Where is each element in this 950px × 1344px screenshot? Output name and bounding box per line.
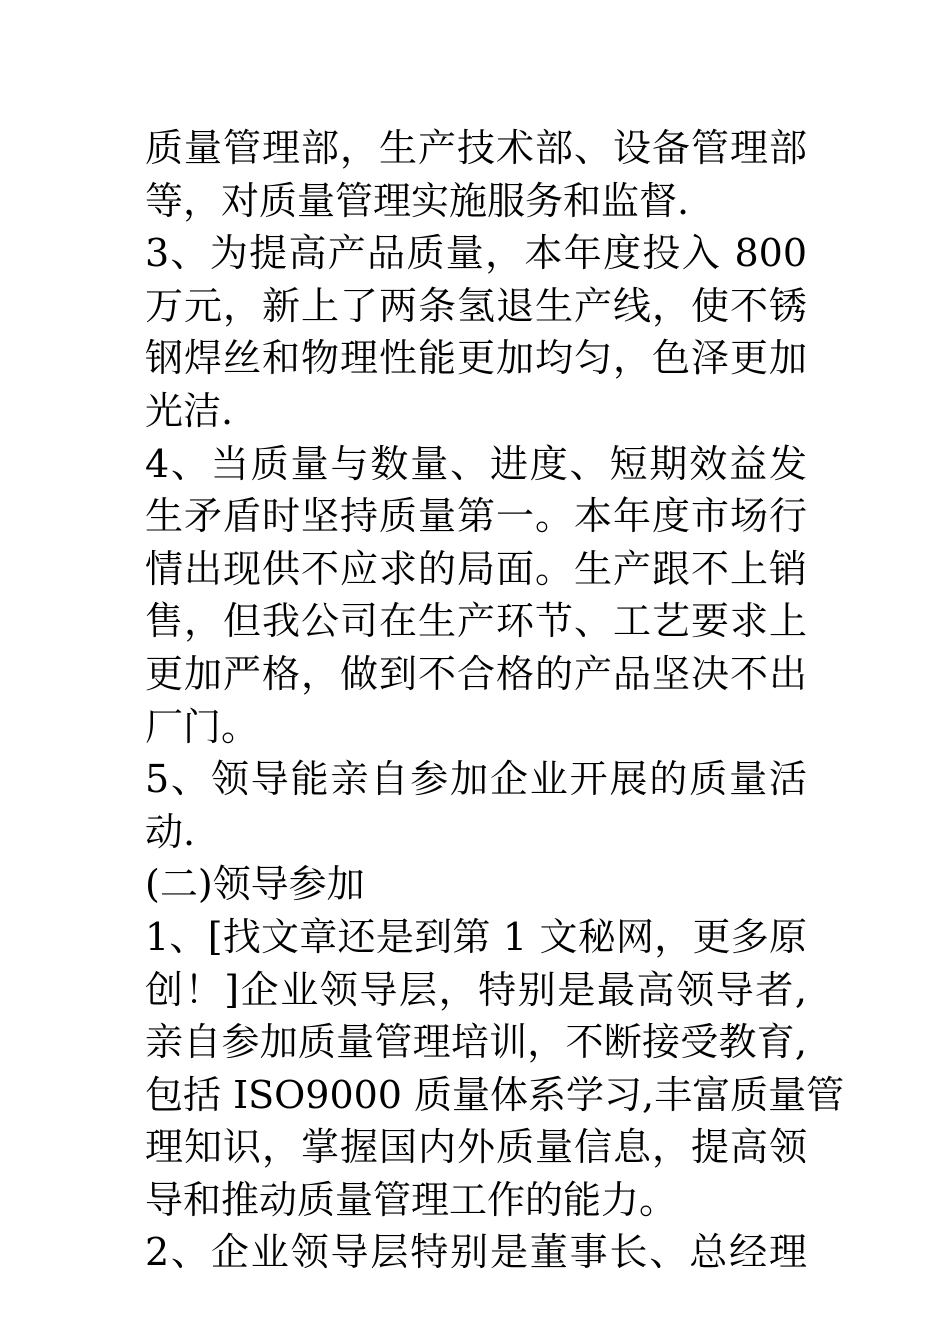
text-line: 情出现供不应求的局面。生产跟不上销 [145, 546, 807, 591]
text-line: 售，但我公司在生产环节、工艺要求上 [145, 599, 807, 644]
text-line: 包括 ISO9000 质量体系学习,丰富质量管 [145, 1072, 845, 1117]
text-line: 质量管理部，生产技术部、设备管理部 [145, 126, 807, 170]
text-line: 理知识，掌握国内外质量信息，提高领 [145, 1125, 807, 1170]
text-line: 创！]企业领导层，特别是最高领导者, [145, 967, 807, 1012]
text-line: 厂门。 [145, 704, 260, 749]
text-line: 钢焊丝和物理性能更加均匀，色泽更加 [145, 336, 807, 381]
text-line: 生矛盾时坚持质量第一。本年度市场行 [145, 494, 807, 539]
text-line: 动. [145, 809, 196, 854]
text-line: 等，对质量管理实施服务和监督. [145, 178, 690, 223]
text-line: 3、为提高产品质量，本年度投入 800 [145, 231, 807, 276]
text-line: 亲自参加质量管理培训，不断接受教育, [145, 1020, 807, 1065]
text-line: (二)领导参加 [145, 862, 365, 907]
text-line: 4、当质量与数量、进度、短期效益发 [145, 441, 807, 486]
text-line: 导和推动质量管理工作的能力。 [145, 1177, 678, 1222]
text-line: 5、领导能亲自参加企业开展的质量活 [145, 757, 807, 802]
text-line: 万元，新上了两条氢退生产线，使不锈 [145, 283, 807, 328]
text-line: 更加严格，做到不合格的产品坚决不出 [145, 651, 807, 696]
text-line: 2、企业领导层特别是董事长、总经理 [145, 1230, 807, 1275]
text-line: 光洁. [145, 388, 234, 433]
document-body [145, 122, 845, 1279]
text-line: 1、[找文章还是到第 1 文秘网，更多原 [145, 914, 807, 959]
